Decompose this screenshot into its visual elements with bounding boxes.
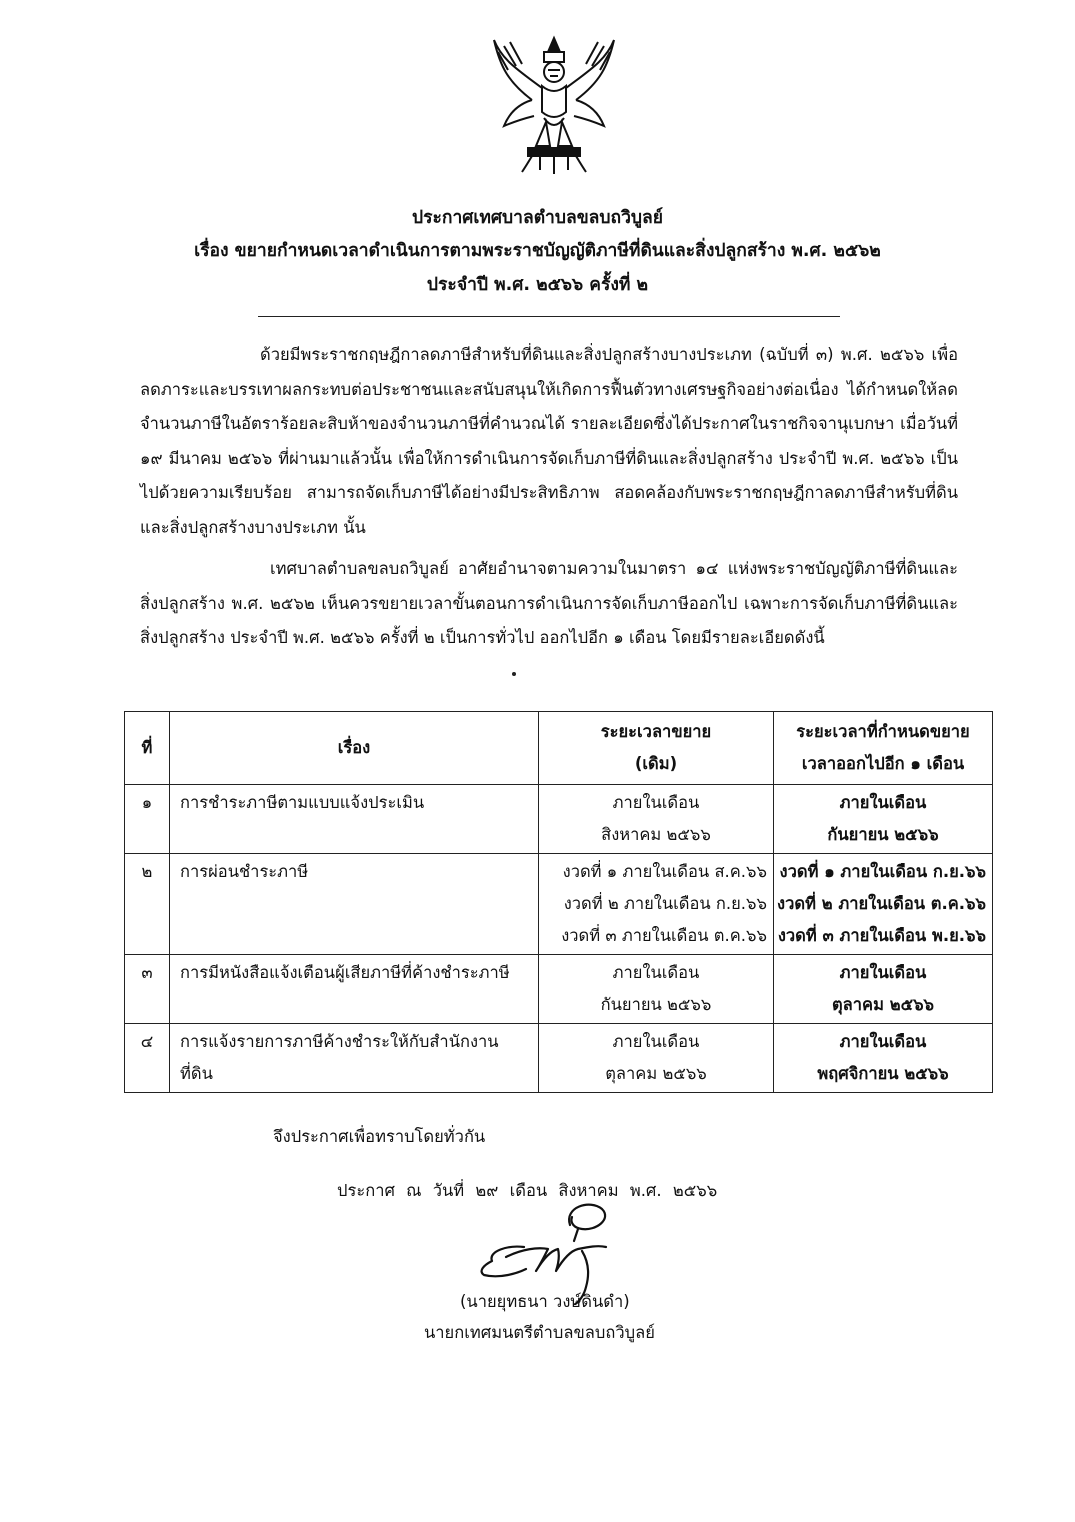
row-old-period — [539, 785, 774, 854]
row-old-line: ตุลาคม ๒๕๖๖ — [605, 1064, 707, 1083]
row-subject-line: การแจ้งรายการภาษีค้างชำระให้กับสำนักงาน — [180, 1032, 499, 1051]
header-old-period — [539, 712, 774, 785]
row-old-line: ภายในเดือน — [612, 963, 700, 982]
closing-statement: จึงประกาศเพื่อทราบโดยทั่วกัน — [273, 1127, 486, 1146]
row-old-line: งวดที่ ๓ ภายในเดือน ต.ค.๖๖ — [561, 926, 767, 945]
header-old-line-1: ระยะเวลาขยาย — [600, 722, 712, 741]
row-subject — [170, 955, 539, 1024]
table-row — [125, 854, 993, 955]
row-old-period — [539, 955, 774, 1024]
signer-title: นายกเทศมนตรีตำบลขลบถวิบูลย์ — [424, 1323, 655, 1342]
row-new-line: พฤศจิกายน ๒๕๖๖ — [817, 1064, 949, 1083]
row-subject-line: การผ่อนชำระภาษี — [180, 862, 309, 881]
row-number: ๒ — [125, 854, 170, 955]
row-new-line: ภายในเดือน — [839, 963, 927, 982]
row-new-line: ภายในเดือน — [839, 1032, 927, 1051]
announcement-subject: เรื่อง ขยายกำหนดเวลาดำเนินการตามพระราชบัญญัติภาษีที่ดินและสิ่งปลูกสร้าง พ.ศ. ๒๕๖๒ — [194, 241, 881, 261]
header-new-line-1: ระยะเวลาที่กำหนดขยาย — [796, 722, 970, 741]
row-subject — [170, 785, 539, 854]
row-subject — [170, 1024, 539, 1093]
header-subject: เรื่อง — [170, 712, 539, 785]
header-no: ที่ — [125, 712, 170, 785]
row-new-line: งวดที่ ๒ ภายในเดือน ต.ค.๖๖ — [777, 894, 986, 913]
announcement-period: ประจำปี พ.ศ. ๒๕๖๖ ครั้งที่ ๒ — [426, 275, 649, 295]
schedule-table — [124, 711, 993, 1093]
table-row — [125, 1024, 993, 1093]
row-new-period — [774, 785, 993, 854]
row-new-period — [774, 955, 993, 1024]
header-new-period — [774, 712, 993, 785]
row-old-period — [539, 854, 774, 955]
garuda-emblem — [488, 30, 620, 180]
table-row — [125, 955, 993, 1024]
announcement-title: ประกาศเทศบาลตำบลขลบถวิบูลย์ — [411, 208, 664, 228]
row-new-line: ตุลาคม ๒๕๖๖ — [831, 995, 935, 1014]
row-old-period — [539, 1024, 774, 1093]
row-subject-line: การชำระภาษีตามแบบแจ้งประเมิน — [180, 793, 425, 812]
header-new-line-2: เวลาออกไปอีก ๑ เดือน — [801, 754, 965, 773]
row-number: ๓ — [125, 955, 170, 1024]
stray-dot — [512, 672, 516, 676]
table-row — [125, 785, 993, 854]
body-paragraph-1: ด้วยมีพระราชกฤษฎีกาลดภาษีสำหรับที่ดินและสิ่งปลูกสร้างบางประเภท (ฉบับที่ ๓) พ.ศ. ๒๕๖๖ เพื่อลดภาระและบรรเทาผลกระทบต่อประชาชนและสนับสนุนให้เกิดการฟื้นตัวทางเศรษฐกิจอย่างต่อเนื่อง ได้กำหนดให้ลดจำนวนภาษีในอัตราร้อยละสิบห้าของจำนวนภาษีที่คำนวณได้ รายละเอียดซึ่งได้ประกาศในราชกิจจานุเบกษา เมื่อวันที่ ๑๙ มีนาคม ๒๕๖๖ ที่ผ่านมาแล้วนั้น เพื่อให้การดำเนินการจัดเก็บภาษีที่ดินและสิ่งปลูกสร้าง ประจำปี พ.ศ. ๒๕๖๖ เป็นไปด้วยความเรียบร้อย สามารถจัดเก็บภาษีได้อย่างมีประสิทธิภาพ สอดคล้องกับพระราชกฤษฎีกาลดภาษีสำหรับที่ดินและสิ่งปลูกสร้างบางประเภท นั้น — [140, 345, 958, 537]
row-number: ๔ — [125, 1024, 170, 1093]
row-old-line: สิงหาคม ๒๕๖๖ — [601, 825, 711, 844]
header-old-line-2: (เดิม) — [634, 754, 678, 773]
row-new-period — [774, 854, 993, 955]
row-new-period — [774, 1024, 993, 1093]
row-new-line: งวดที่ ๑ ภายในเดือน ก.ย.๖๖ — [779, 862, 986, 881]
row-subject-line: ที่ดิน — [180, 1064, 213, 1083]
row-old-line: งวดที่ ๑ ภายในเดือน ส.ค.๖๖ — [562, 862, 767, 881]
signer-name: (นายยุทธนา วงษ์ดินดำ) — [460, 1292, 630, 1311]
table-header-row — [125, 712, 993, 785]
announcement-date: ประกาศ ณ วันที่ ๒๙ เดือน สิงหาคม พ.ศ. ๒๕๖๖ — [337, 1181, 718, 1200]
row-number: ๑ — [125, 785, 170, 854]
row-old-line: ภายในเดือน — [612, 1032, 700, 1051]
row-old-line: ภายในเดือน — [612, 793, 700, 812]
row-new-line: งวดที่ ๓ ภายในเดือน พ.ย.๖๖ — [777, 926, 986, 945]
header-divider — [258, 316, 840, 317]
row-new-line: กันยายน ๒๕๖๖ — [827, 825, 939, 844]
row-old-line: งวดที่ ๒ ภายในเดือน ก.ย.๖๖ — [563, 894, 767, 913]
row-subject-line: การมีหนังสือแจ้งเตือนผู้เสียภาษีที่ค้างชำระภาษี — [180, 963, 510, 982]
row-new-line: ภายในเดือน — [839, 793, 927, 812]
body-paragraph-2: เทศบาลตำบลขลบถวิบูลย์ อาศัยอำนาจตามความในมาตรา ๑๔ แห่งพระราชบัญญัติภาษีที่ดินและสิ่งปลูกสร้าง พ.ศ. ๒๕๖๒ เห็นควรขยายเวลาขั้นตอนการดำเนินการจัดเก็บภาษีออกไป เฉพาะการจัดเก็บภาษีที่ดินและสิ่งปลูกสร้าง ประจำปี พ.ศ. ๒๕๖๖ ครั้งที่ ๒ เป็นการทั่วไป ออกไปอีก ๑ เดือน โดยมีรายละเอียดดังนี้ — [140, 559, 958, 647]
row-subject — [170, 854, 539, 955]
row-old-line: กันยายน ๒๕๖๖ — [600, 995, 712, 1014]
